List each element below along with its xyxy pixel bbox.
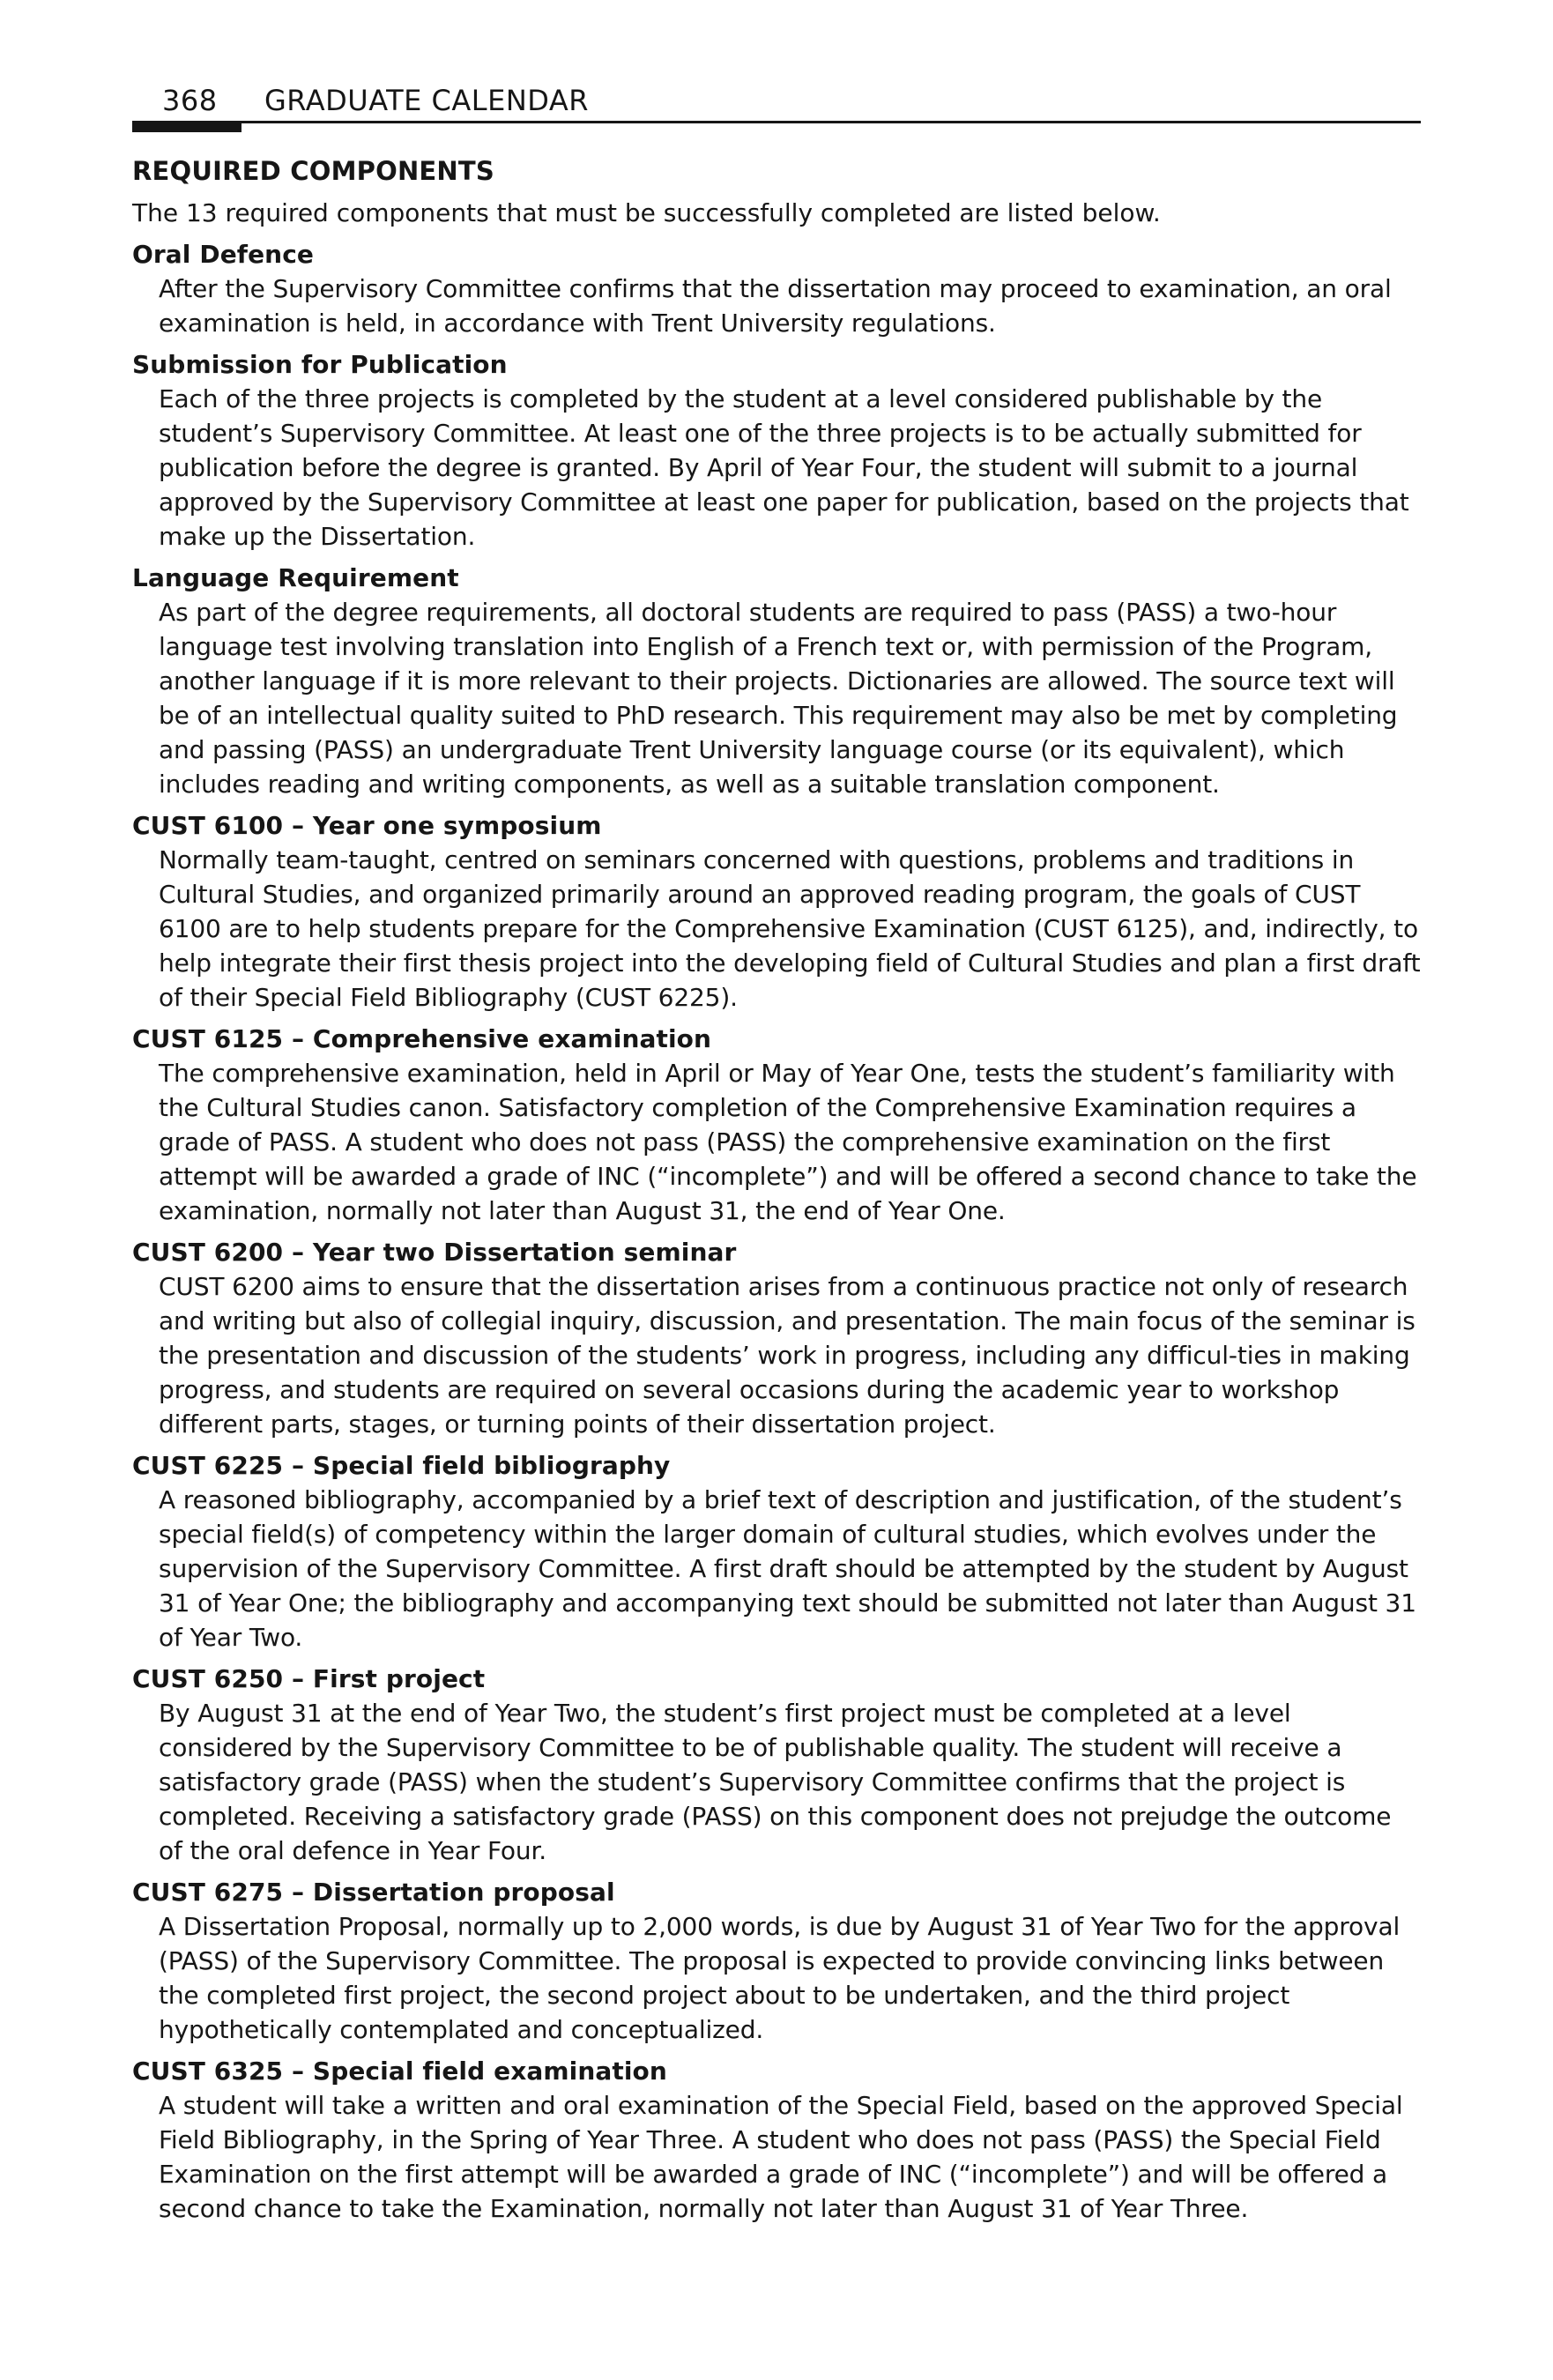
component-cust-6325 (132, 2054, 1421, 2226)
component-title: CUST 6325 – Special field examination (132, 2056, 667, 2086)
component-submission-for-publication (132, 347, 1421, 554)
running-title: GRADUATE CALENDAR (264, 84, 589, 117)
component-title: Submission for Publication (132, 350, 508, 379)
component-description: Normally team-taught, centred on seminars concerned with questions, problems and traditions in Cultural Studies, and organized primarily around an approved reading program, the goals of CUST 6100 are to help students prepare for the Comprehensive Examination (CUST 6125), and, indirectly, to help integrate their first thesis project into the developing field of Cultural Studies and plan a first draft of their Special Field Bibliography (CUST 6225). (159, 845, 1421, 1012)
component-description: Each of the three projects is completed by the student at a level considered publishable by the student’s Supervisory Committee. At least one of the three projects is to be actually submitted for publication before the degree is granted. By April of Year Four, the student will submit to a journal approved by the Supervisory Committee at least one paper for publication, based on the projects that make up the Dissertation. (159, 384, 1409, 551)
component-description: A Dissertation Proposal, normally up to 2,000 words, is due by August 31 of Year Two for the approval (PASS) of the Supervisory Committee. The proposal is expected to provide convincing links between the completed first project, the second project about to be undertaken, and the third project hypothetically contemplated and conceptualized. (159, 1912, 1401, 2044)
header-accent-bar (132, 121, 241, 132)
section-intro: The 13 required components that must be successfully completed are listed below. (132, 198, 1161, 227)
page-number: 368 (162, 84, 218, 117)
component-description: As part of the degree requirements, all doctoral students are required to pass (PASS) a two-hour language test involving translation into English of a French text or, with permission of the Program, another language if it is more relevant to their projects. Dictionaries are allowed. The source text will be of an intellectual quality suited to PhD research. This requirement may also be met by completing and passing (PASS) an undergraduate Trent University language course (or its equivalent), which includes reading and writing components, as well as a suitable translation component. (159, 598, 1398, 799)
component-description: After the Supervisory Committee confirms that the dissertation may proceed to examination, an oral examination is held, in accordance with Trent University regulations. (159, 274, 1392, 338)
component-cust-6100 (132, 808, 1421, 1015)
component-description: A reasoned bibliography, accompanied by a brief text of description and justification, of the student’s special field(s) of competency within the larger domain of cultural studies, which evolves under the supervision of the Supervisory Committee. A first draft should be attempted by the student by August 31 of Year One; the bibliography and accompanying text should be submitted not later than August 31 of Year Two. (159, 1485, 1416, 1652)
component-title: CUST 6125 – Comprehensive examination (132, 1024, 712, 1053)
component-title: Language Requirement (132, 563, 459, 592)
component-oral-defence (132, 237, 1421, 340)
component-description: The comprehensive examination, held in April or May of Year One, tests the student’s familiarity with the Cultural Studies canon. Satisfactory completion of the Comprehensive Examination requires a grade of PASS. A student who does not pass (PASS) the comprehensive examination on the first attempt will be awarded a grade of INC (“incomplete”) and will be offered a second chance to take the examination, normally not later than August 31, the end of Year One. (159, 1059, 1417, 1225)
section-title: REQUIRED COMPONENTS (132, 156, 494, 186)
component-language-requirement (132, 561, 1421, 801)
component-title: CUST 6225 – Special field bibliography (132, 1451, 671, 1480)
running-header (132, 81, 1421, 127)
component-title: CUST 6250 – First project (132, 1664, 486, 1693)
component-description: CUST 6200 aims to ensure that the dissertation arises from a continuous practice not only of research and writing but also of collegial inquiry, discussion, and presentation. The main focus of the seminar is the presentation and discussion of the students’ work in progress, including any difficul-ties in making progress, and students are required on several occasions during the academic year to workshop different parts, stages, or turning points of their dissertation project. (159, 1272, 1416, 1439)
component-cust-6250 (132, 1662, 1421, 1868)
header-rule (132, 121, 1421, 123)
component-cust-6225 (132, 1448, 1421, 1655)
component-cust-6275 (132, 1875, 1421, 2047)
main-content (132, 154, 1421, 2233)
component-title: CUST 6100 – Year one symposium (132, 811, 602, 840)
component-description: A student will take a written and oral examination of the Special Field, based on the approved Special Field Bibliography, in the Spring of Year Three. A student who does not pass (PASS) the Special Field Examination on the first attempt will be awarded a grade of INC (“incomplete”) and will be offered a second chance to take the Examination, normally not later than August 31 of Year Three. (159, 2091, 1403, 2223)
component-title: Oral Defence (132, 240, 314, 269)
component-cust-6125 (132, 1022, 1421, 1228)
component-cust-6200 (132, 1235, 1421, 1441)
component-title: CUST 6200 – Year two Dissertation seminar (132, 1238, 737, 1267)
component-description: By August 31 at the end of Year Two, the student’s first project must be completed at a level considered by the Supervisory Committee to be of publishable quality. The student will receive a satisfactory grade (PASS) when the student’s Supervisory Committee confirms that the project is completed. Receiving a satisfactory grade (PASS) on this component does not prejudge the outcome of the oral defence in Year Four. (159, 1699, 1392, 1865)
component-title: CUST 6275 – Dissertation proposal (132, 1878, 615, 1907)
